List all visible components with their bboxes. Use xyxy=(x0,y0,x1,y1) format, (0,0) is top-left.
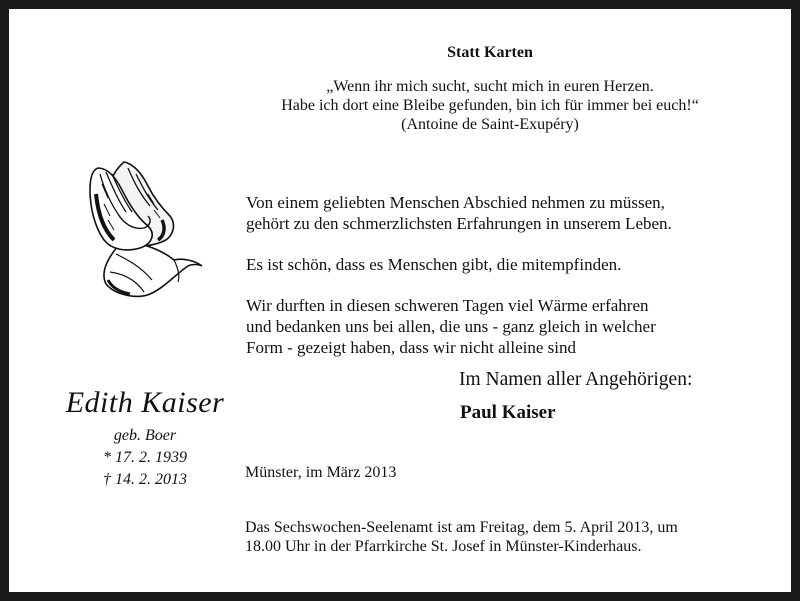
on-behalf-line: Im Namen aller Angehörigen: xyxy=(459,369,693,390)
death-date: † 14. 2. 2013 xyxy=(103,471,187,488)
signer-name: Paul Kaiser xyxy=(460,402,556,423)
text-line: Wir durften in diesen schweren Tagen viel Wärme erfahren xyxy=(246,296,649,315)
deceased-block xyxy=(40,385,250,491)
text-line: Form - gezeigt haben, dass wir nicht alleine sind xyxy=(246,338,576,357)
quote xyxy=(245,77,735,134)
deceased-name: Edith Kaiser xyxy=(65,386,225,419)
quote-line: Habe ich dort eine Bleibe gefunden, bin ich für immer bei euch!“ xyxy=(281,97,699,114)
service-line: 18.00 Uhr in der Pfarrkirche St. Josef in Münster-Kinderhaus. xyxy=(245,538,642,555)
place-date: Münster, im März 2013 xyxy=(245,464,397,481)
heading: Statt Karten xyxy=(447,44,533,61)
quote-attribution: (Antoine de Saint-Exupéry) xyxy=(401,116,579,133)
service-line: Das Sechswochen-Seelenamt ist am Freitag, dem 5. April 2013, um xyxy=(245,519,678,536)
text-line: und bedanken uns bei allen, die uns - ganz gleich in welcher xyxy=(246,317,656,336)
text-line: Es ist schön, dass es Menschen gibt, die mitempfinden. xyxy=(246,255,622,274)
main-text xyxy=(246,172,746,378)
birth-date: * 17. 2. 1939 xyxy=(103,449,187,466)
praying-hands-icon xyxy=(78,154,204,304)
service-notice xyxy=(245,518,765,556)
maiden-name: geb. Boer xyxy=(113,427,177,444)
text-line: Von einem geliebten Menschen Abschied nehmen zu müssen, xyxy=(246,193,665,212)
text-line: gehört zu den schmerzlichsten Erfahrungen in unserem Leben. xyxy=(246,214,672,233)
quote-line: „Wenn ihr mich sucht, sucht mich in euren Herzen. xyxy=(326,78,654,95)
